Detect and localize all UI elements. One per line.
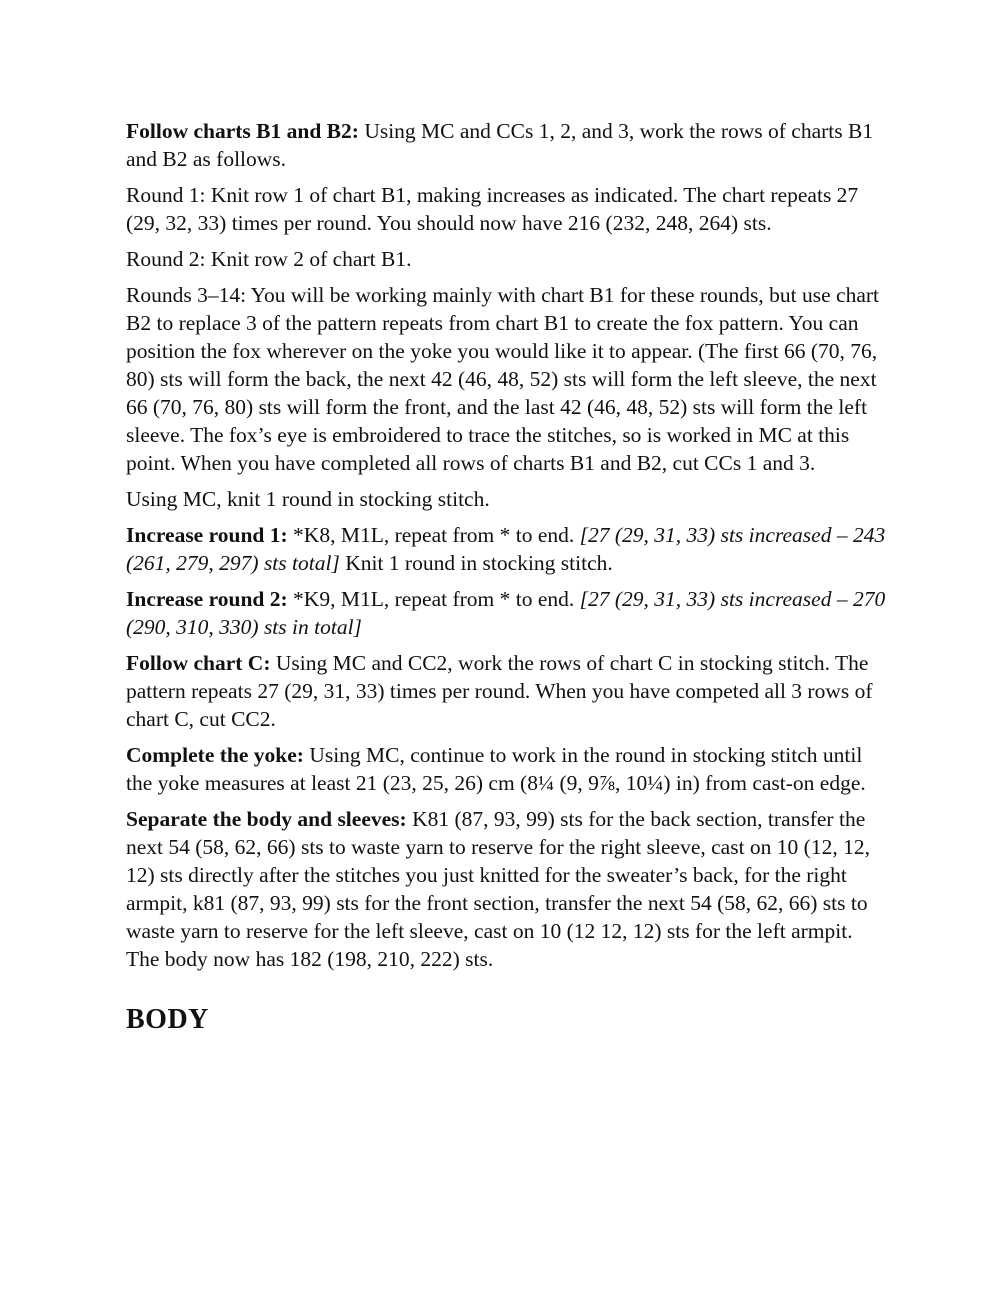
paragraph-text: Using MC, knit 1 round in stocking stitch. xyxy=(126,487,490,511)
paragraph-italic-note: [27 (29, 31, 33) sts increased – 243 (261, 279, 297) sts total] xyxy=(126,523,886,575)
paragraph-follow-chart-c xyxy=(126,649,886,733)
paragraph-italic-note: [27 (29, 31, 33) sts increased – 270 (290, 310, 330) sts in total] xyxy=(126,587,886,639)
paragraph-text: Round 2: Knit row 2 of chart B1. xyxy=(126,247,412,271)
paragraph-text: *K9, M1L, repeat from * to end. xyxy=(287,587,580,611)
document-page xyxy=(126,117,886,1037)
paragraph-separate-body-sleeves xyxy=(126,805,886,973)
paragraph-tail: Knit 1 round in stocking stitch. xyxy=(339,551,613,575)
paragraph-round-2 xyxy=(126,245,886,273)
paragraph-follow-charts-b1-b2 xyxy=(126,117,886,173)
paragraph-lead: Increase round 2: xyxy=(126,587,288,611)
paragraph-text: Using MC, continue to work in the round in stocking stitch until the yoke measures at least 21 (23, 25, 26) cm (8¼ (9, 9⅞, 10¼) in) from cast-on edge. xyxy=(126,743,866,795)
paragraph-lead: Increase round 1: xyxy=(126,523,288,547)
paragraph-round-1 xyxy=(126,181,886,237)
paragraph-lead: Follow charts B1 and B2: xyxy=(126,119,359,143)
paragraph-increase-round-2 xyxy=(126,585,886,641)
paragraph-text: Rounds 3–14: You will be working mainly with chart B1 for these rounds, but use chart B2 to replace 3 of the pattern repeats from chart B1 to create the fox pattern. You can position the fox wherever on the yoke you would like it to appear. (The first 66 (70, 76, 80) sts will form the back, the next 42 (46, 48, 52) sts will form the left sleeve, the next 66 (70, 76, 80) sts will form the front, and the last 42 (46, 48, 52) sts will form the left sleeve. The fox’s eye is embroidered to trace the stitches, so is worked in MC at this point. When you have completed all rows of charts B1 and B2, cut CCs 1 and 3. xyxy=(126,283,880,475)
paragraph-lead: Follow chart C: xyxy=(126,651,271,675)
paragraph-text: Using MC and CC2, work the rows of chart C in stocking stitch. The pattern repeats 27 (29, 31, 33) times per round. When you have competed all 3 rows of chart C, cut CC2. xyxy=(126,651,873,731)
paragraph-lead: Complete the yoke: xyxy=(126,743,304,767)
paragraph-knit-1-round xyxy=(126,485,886,513)
section-heading-body: BODY xyxy=(126,1004,209,1035)
paragraph-increase-round-1 xyxy=(126,521,886,577)
paragraph-lead: Separate the body and sleeves: xyxy=(126,807,407,831)
paragraph-text: *K8, M1L, repeat from * to end. xyxy=(287,523,580,547)
paragraph-text: Round 1: Knit row 1 of chart B1, making increases as indicated. The chart repeats 27 (29, 32, 33) times per round. You should now have 216 (232, 248, 264) sts. xyxy=(126,183,859,235)
paragraph-text: Using MC and CCs 1, 2, and 3, work the rows of charts B1 and B2 as follows. xyxy=(126,119,874,171)
paragraph-complete-yoke xyxy=(126,741,886,797)
paragraph-rounds-3-14 xyxy=(126,281,886,477)
paragraph-text: K81 (87, 93, 99) sts for the back section, transfer the next 54 (58, 62, 66) sts to waste yarn to reserve for the right sleeve, cast on 10 (12, 12, 12) sts directly after the stitches you just knitted for the sweater’s back, for the right armpit, k81 (87, 93, 99) sts for the front section, transfer the next 54 (58, 62, 66) sts to waste yarn to reserve for the left sleeve, cast on 10 (12 12, 12) sts for the left armpit. The body now has 182 (198, 210, 222) sts. xyxy=(126,807,870,971)
